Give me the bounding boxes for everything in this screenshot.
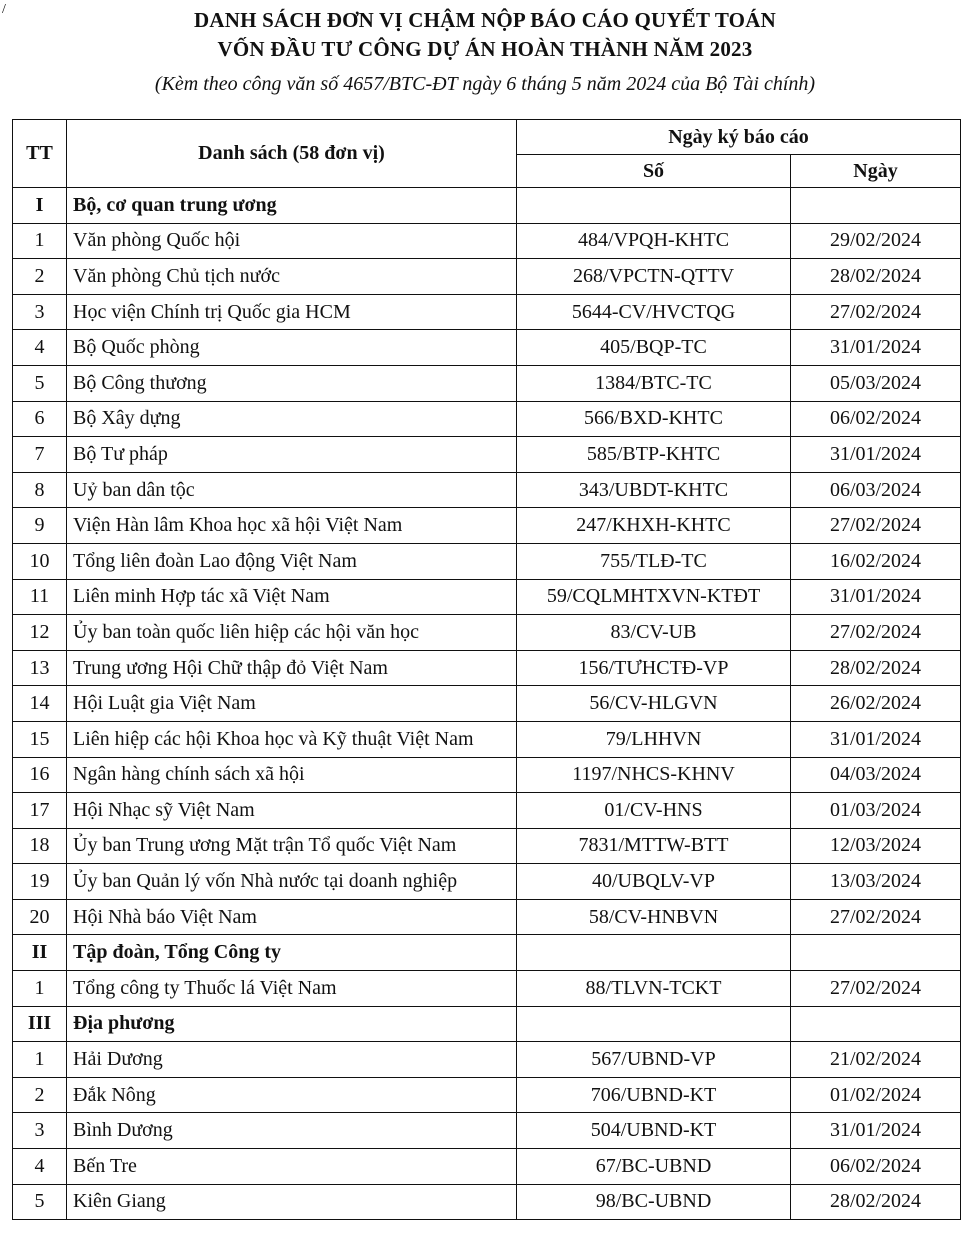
document-number: 88/TLVN-TCKT <box>517 971 791 1007</box>
unit-name: Liên hiệp các hội Khoa học và Kỹ thuật Việt Nam <box>67 721 517 757</box>
document-number: 5644-CV/HVCTQG <box>517 294 791 330</box>
report-date: 04/03/2024 <box>791 757 961 793</box>
document-number: 1384/BTC-TC <box>517 365 791 401</box>
document-number: 567/UBND-VP <box>517 1042 791 1078</box>
report-date: 28/02/2024 <box>791 1184 961 1220</box>
unit-name: Bình Dương <box>67 1113 517 1149</box>
section-title: Tập đoàn, Tổng Công ty <box>67 935 517 971</box>
document-number: 7831/MTTW-BTT <box>517 828 791 864</box>
column-header-tt: TT <box>13 120 67 188</box>
row-number: 1 <box>13 1042 67 1078</box>
row-number: 5 <box>13 1184 67 1220</box>
row-number: 2 <box>13 259 67 295</box>
row-number: 12 <box>13 615 67 651</box>
report-date: 21/02/2024 <box>791 1042 961 1078</box>
report-date: 31/01/2024 <box>791 579 961 615</box>
empty-cell <box>791 188 961 224</box>
section-number: I <box>13 188 67 224</box>
table-row <box>13 543 961 579</box>
row-number: 14 <box>13 686 67 722</box>
unit-name: Văn phòng Quốc hội <box>67 223 517 259</box>
unit-name: Tổng liên đoàn Lao động Việt Nam <box>67 543 517 579</box>
row-number: 18 <box>13 828 67 864</box>
document-title-line-2: VỐN ĐẦU TƯ CÔNG DỰ ÁN HOÀN THÀNH NĂM 2023 <box>217 37 753 61</box>
unit-name: Ủy ban Quản lý vốn Nhà nước tại doanh nghiệp <box>67 864 517 900</box>
table-row <box>13 721 961 757</box>
table-row <box>13 437 961 473</box>
row-number: 6 <box>13 401 67 437</box>
empty-cell <box>517 188 791 224</box>
corner-mark: / <box>2 2 6 17</box>
unit-name: Đắk Nông <box>67 1077 517 1113</box>
row-number: 8 <box>13 472 67 508</box>
document-number: 566/BXD-KHTC <box>517 401 791 437</box>
unit-name: Bộ Quốc phòng <box>67 330 517 366</box>
unit-name: Ngân hàng chính sách xã hội <box>67 757 517 793</box>
row-number: 20 <box>13 899 67 935</box>
report-date: 06/02/2024 <box>791 1149 961 1185</box>
report-date: 27/02/2024 <box>791 294 961 330</box>
document-number: 247/KHXH-KHTC <box>517 508 791 544</box>
row-number: 1 <box>13 223 67 259</box>
table-row <box>13 1077 961 1113</box>
report-date: 29/02/2024 <box>791 223 961 259</box>
report-date: 31/01/2024 <box>791 721 961 757</box>
row-number: 13 <box>13 650 67 686</box>
document-number: 405/BQP-TC <box>517 330 791 366</box>
document-number: 01/CV-HNS <box>517 793 791 829</box>
unit-name: Ủy ban Trung ương Mặt trận Tổ quốc Việt Nam <box>67 828 517 864</box>
report-date: 31/01/2024 <box>791 437 961 473</box>
row-number: 10 <box>13 543 67 579</box>
section-number: III <box>13 1006 67 1042</box>
unit-name: Hội Nhạc sỹ Việt Nam <box>67 793 517 829</box>
report-date: 26/02/2024 <box>791 686 961 722</box>
report-date: 27/02/2024 <box>791 971 961 1007</box>
table-row <box>13 650 961 686</box>
row-number: 9 <box>13 508 67 544</box>
document-number: 40/UBQLV-VP <box>517 864 791 900</box>
unit-name: Viện Hàn lâm Khoa học xã hội Việt Nam <box>67 508 517 544</box>
table-body <box>13 188 961 1220</box>
table-row <box>13 1042 961 1078</box>
unit-name: Hội Nhà báo Việt Nam <box>67 899 517 935</box>
report-date: 28/02/2024 <box>791 259 961 295</box>
document-number: 58/CV-HNBVN <box>517 899 791 935</box>
table-row <box>13 793 961 829</box>
document-number: 755/TLĐ-TC <box>517 543 791 579</box>
row-number: 4 <box>13 1149 67 1185</box>
unit-name: Bộ Tư pháp <box>67 437 517 473</box>
table-row <box>13 1184 961 1220</box>
table-row <box>13 365 961 401</box>
document-number: 67/BC-UBND <box>517 1149 791 1185</box>
empty-cell <box>791 935 961 971</box>
unit-name: Trung ương Hội Chữ thập đỏ Việt Nam <box>67 650 517 686</box>
report-date: 01/02/2024 <box>791 1077 961 1113</box>
document-number: 343/UBDT-KHTC <box>517 472 791 508</box>
report-date: 05/03/2024 <box>791 365 961 401</box>
table-row <box>13 757 961 793</box>
report-date: 27/02/2024 <box>791 615 961 651</box>
unit-name: Uỷ ban dân tộc <box>67 472 517 508</box>
column-header-group: Ngày ký báo cáo <box>517 120 961 155</box>
report-date: 27/02/2024 <box>791 508 961 544</box>
document-number: 156/TƯHCTĐ-VP <box>517 650 791 686</box>
report-date: 31/01/2024 <box>791 330 961 366</box>
row-number: 19 <box>13 864 67 900</box>
row-number: 5 <box>13 365 67 401</box>
section-row <box>13 935 961 971</box>
empty-cell <box>791 1006 961 1042</box>
table-row <box>13 223 961 259</box>
document-number: 268/VPCTN-QTTV <box>517 259 791 295</box>
document-number: 484/VPQH-KHTC <box>517 223 791 259</box>
section-number: II <box>13 935 67 971</box>
unit-name: Hải Dương <box>67 1042 517 1078</box>
document-number: 59/CQLMHTXVN-KTĐT <box>517 579 791 615</box>
report-date: 31/01/2024 <box>791 1113 961 1149</box>
empty-cell <box>517 935 791 971</box>
document-number: 56/CV-HLGVN <box>517 686 791 722</box>
row-number: 7 <box>13 437 67 473</box>
table-row <box>13 508 961 544</box>
row-number: 17 <box>13 793 67 829</box>
table-row <box>13 686 961 722</box>
table-row <box>13 294 961 330</box>
document-number: 79/LHHVN <box>517 721 791 757</box>
row-number: 4 <box>13 330 67 366</box>
document-number: 1197/NHCS-KHNV <box>517 757 791 793</box>
unit-name: Kiên Giang <box>67 1184 517 1220</box>
table-row <box>13 615 961 651</box>
table-row <box>13 259 961 295</box>
document-number: 83/CV-UB <box>517 615 791 651</box>
row-number: 16 <box>13 757 67 793</box>
section-row <box>13 188 961 224</box>
unit-name: Liên minh Hợp tác xã Việt Nam <box>67 579 517 615</box>
report-date: 13/03/2024 <box>791 864 961 900</box>
unit-name: Bến Tre <box>67 1149 517 1185</box>
row-number: 3 <box>13 1113 67 1149</box>
unit-name: Ủy ban toàn quốc liên hiệp các hội văn học <box>67 615 517 651</box>
row-number: 2 <box>13 1077 67 1113</box>
column-header-ngay: Ngày <box>791 155 961 188</box>
table-row <box>13 1113 961 1149</box>
table-row <box>13 971 961 1007</box>
empty-cell <box>517 1006 791 1042</box>
unit-name: Bộ Công thương <box>67 365 517 401</box>
report-date: 01/03/2024 <box>791 793 961 829</box>
report-date: 06/02/2024 <box>791 401 961 437</box>
document-number: 706/UBND-KT <box>517 1077 791 1113</box>
table-row <box>13 864 961 900</box>
row-number: 1 <box>13 971 67 1007</box>
row-number: 15 <box>13 721 67 757</box>
report-date: 27/02/2024 <box>791 899 961 935</box>
unit-name: Bộ Xây dựng <box>67 401 517 437</box>
table-row <box>13 401 961 437</box>
table-header-row <box>13 120 961 155</box>
row-number: 3 <box>13 294 67 330</box>
report-date: 12/03/2024 <box>791 828 961 864</box>
column-header-list: Danh sách (58 đơn vị) <box>67 120 517 188</box>
late-units-table <box>12 119 961 1220</box>
report-date: 28/02/2024 <box>791 650 961 686</box>
unit-name: Học viện Chính trị Quốc gia HCM <box>67 294 517 330</box>
table-row <box>13 899 961 935</box>
table-row <box>13 330 961 366</box>
document-number: 98/BC-UBND <box>517 1184 791 1220</box>
unit-name: Hội Luật gia Việt Nam <box>67 686 517 722</box>
table-row <box>13 472 961 508</box>
row-number: 11 <box>13 579 67 615</box>
document-number: 585/BTP-KHTC <box>517 437 791 473</box>
table-row <box>13 1149 961 1185</box>
document-subtitle: (Kèm theo công văn số 4657/BTC-ĐT ngày 6 tháng 5 năm 2024 của Bộ Tài chính) <box>154 73 816 95</box>
section-title: Địa phương <box>67 1006 517 1042</box>
table-row <box>13 828 961 864</box>
table-row <box>13 579 961 615</box>
report-date: 16/02/2024 <box>791 543 961 579</box>
column-header-so: Số <box>517 155 791 188</box>
document-title-line-1: DANH SÁCH ĐƠN VỊ CHẬM NỘP BÁO CÁO QUYẾT TOÁN <box>194 8 776 32</box>
document-number: 504/UBND-KT <box>517 1113 791 1149</box>
section-title: Bộ, cơ quan trung ương <box>67 188 517 224</box>
section-row <box>13 1006 961 1042</box>
unit-name: Tổng công ty Thuốc lá Việt Nam <box>67 971 517 1007</box>
report-date: 06/03/2024 <box>791 472 961 508</box>
unit-name: Văn phòng Chủ tịch nước <box>67 259 517 295</box>
